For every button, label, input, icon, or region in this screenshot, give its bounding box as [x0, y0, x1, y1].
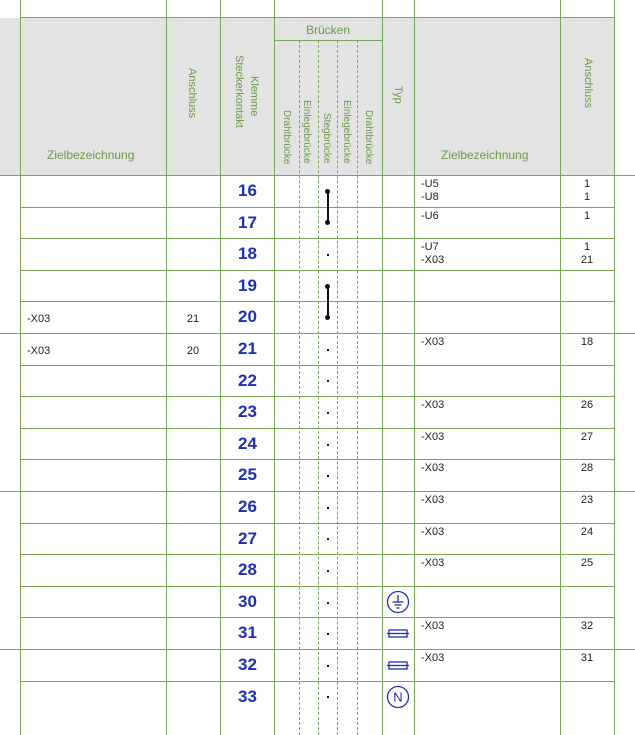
right-zielbezeichnung: -X03: [421, 431, 445, 443]
table-row: [0, 207, 635, 239]
table-row: [0, 459, 635, 491]
klemme-number: 31: [238, 623, 257, 642]
right-zielbezeichnung: -X03: [421, 494, 445, 506]
table-row: [0, 523, 635, 555]
right-zielbezeichnung: -X03: [421, 557, 445, 569]
klemme-number: 20: [238, 307, 257, 326]
klemme-number: 22: [238, 371, 257, 390]
klemme-number: 16: [238, 181, 257, 200]
terminal-point: [327, 633, 329, 635]
table-row: [0, 617, 635, 649]
left-anschluss: 21: [186, 313, 200, 325]
table-row: [0, 649, 635, 681]
klemme-number: 21: [238, 339, 257, 358]
header-top-line: [20, 17, 615, 18]
right-anschluss: 1: [583, 210, 591, 222]
table-row: [0, 554, 635, 586]
neutral-icon: [386, 685, 410, 709]
terminal-point: [327, 507, 329, 509]
terminal-point: [327, 665, 329, 667]
terminal-point: [327, 602, 329, 604]
left-zielbezeichnung-header: Zielbezeichnung: [47, 148, 135, 162]
right-zielbezeichnung: -U5 -U8: [421, 178, 439, 203]
right-zielbezeichnung: -X03: [421, 399, 445, 411]
klemme-number: 25: [238, 465, 257, 484]
right-anschluss: 18: [580, 336, 594, 348]
right-anschluss: 27: [580, 431, 594, 443]
left-zielbezeichnung: -X03: [27, 345, 51, 357]
bridge-endpoint: [325, 189, 330, 194]
right-zielbezeichnung: -U7 -X03: [421, 241, 445, 266]
stegbruecke-bridge: [327, 286, 329, 317]
right-anschluss: 26: [580, 399, 594, 411]
terminal-point: [327, 475, 329, 477]
terminal-point: [327, 349, 329, 351]
table-row: [0, 586, 635, 618]
table-row: [0, 333, 635, 365]
left-zielbezeichnung: -X03: [27, 313, 51, 325]
right-anschluss: 28: [580, 462, 594, 474]
einlegebruecke-header-1: Einlegebrücke: [301, 100, 312, 164]
right-anschluss: 1 1: [583, 178, 591, 203]
right-anschluss: 23: [580, 494, 594, 506]
table-row: [0, 428, 635, 460]
terminal-point: [327, 696, 329, 698]
stegbruecke-header: Stegbrücke: [321, 113, 332, 164]
right-anschluss: 25: [580, 557, 594, 569]
svg-text:N: N: [393, 689, 403, 705]
typ-header: Typ: [392, 86, 404, 104]
right-anschluss-header: Anschluss: [582, 58, 594, 109]
bruecken-header: Brücken: [305, 23, 351, 37]
klemme-number: 24: [238, 434, 257, 453]
stegbruecke-bridge: [327, 191, 329, 222]
drahtbruecke-header-2: Drahtbrücke: [363, 110, 374, 165]
right-zielbezeichnung-header: Zielbezeichnung: [441, 148, 529, 162]
terminal-point: [327, 412, 329, 414]
bridge-endpoint: [325, 315, 330, 320]
fuse-icon: [386, 621, 410, 645]
right-zielbezeichnung: -U6: [421, 210, 439, 222]
table-row: [0, 238, 635, 270]
left-anschluss: 20: [186, 345, 200, 357]
right-anschluss: 24: [580, 526, 594, 538]
right-zielbezeichnung: -X03: [421, 336, 445, 348]
right-anschluss: 32: [580, 620, 594, 632]
klemme-number: 30: [238, 592, 257, 611]
bridge-endpoint: [325, 284, 330, 289]
einlegebruecke-header-2: Einlegebrücke: [341, 100, 352, 164]
table-row: [0, 396, 635, 428]
right-anschluss: 31: [580, 652, 594, 664]
table-row: [0, 491, 635, 523]
terminal-point: [327, 444, 329, 446]
right-zielbezeichnung: -X03: [421, 462, 445, 474]
right-zielbezeichnung: -X03: [421, 526, 445, 538]
right-zielbezeichnung: -X03: [421, 620, 445, 632]
klemme-number: 23: [238, 402, 257, 421]
table-row: [0, 175, 635, 207]
right-zielbezeichnung: -X03: [421, 652, 445, 664]
table-row: [0, 270, 635, 302]
bruecken-underline: [274, 40, 382, 41]
drahtbruecke-header-1: Drahtbrücke: [281, 110, 292, 165]
klemme-number: 28: [238, 560, 257, 579]
terminal-point: [327, 254, 329, 256]
klemme-number: 26: [238, 497, 257, 516]
ground-icon: [386, 590, 410, 614]
table-row: [0, 365, 635, 397]
right-anschluss: 1 21: [580, 241, 594, 266]
klemme-number: 27: [238, 529, 257, 548]
klemme-number: 19: [238, 276, 257, 295]
table-row: [0, 301, 635, 333]
klemme-number: 32: [238, 655, 257, 674]
left-anschluss-header: Anschluss: [186, 68, 198, 119]
klemme-header: Klemme: [248, 76, 260, 117]
klemme-number: 17: [238, 213, 257, 232]
steckerkontakt-header: Steckerkontakt: [233, 55, 245, 128]
klemme-number: 33: [238, 687, 257, 706]
klemme-number: 18: [238, 244, 257, 263]
bridge-endpoint: [325, 220, 330, 225]
fuse-icon: [386, 653, 410, 677]
terminal-point: [327, 570, 329, 572]
table-row: [0, 681, 635, 713]
terminal-point: [327, 380, 329, 382]
terminal-point: [327, 538, 329, 540]
